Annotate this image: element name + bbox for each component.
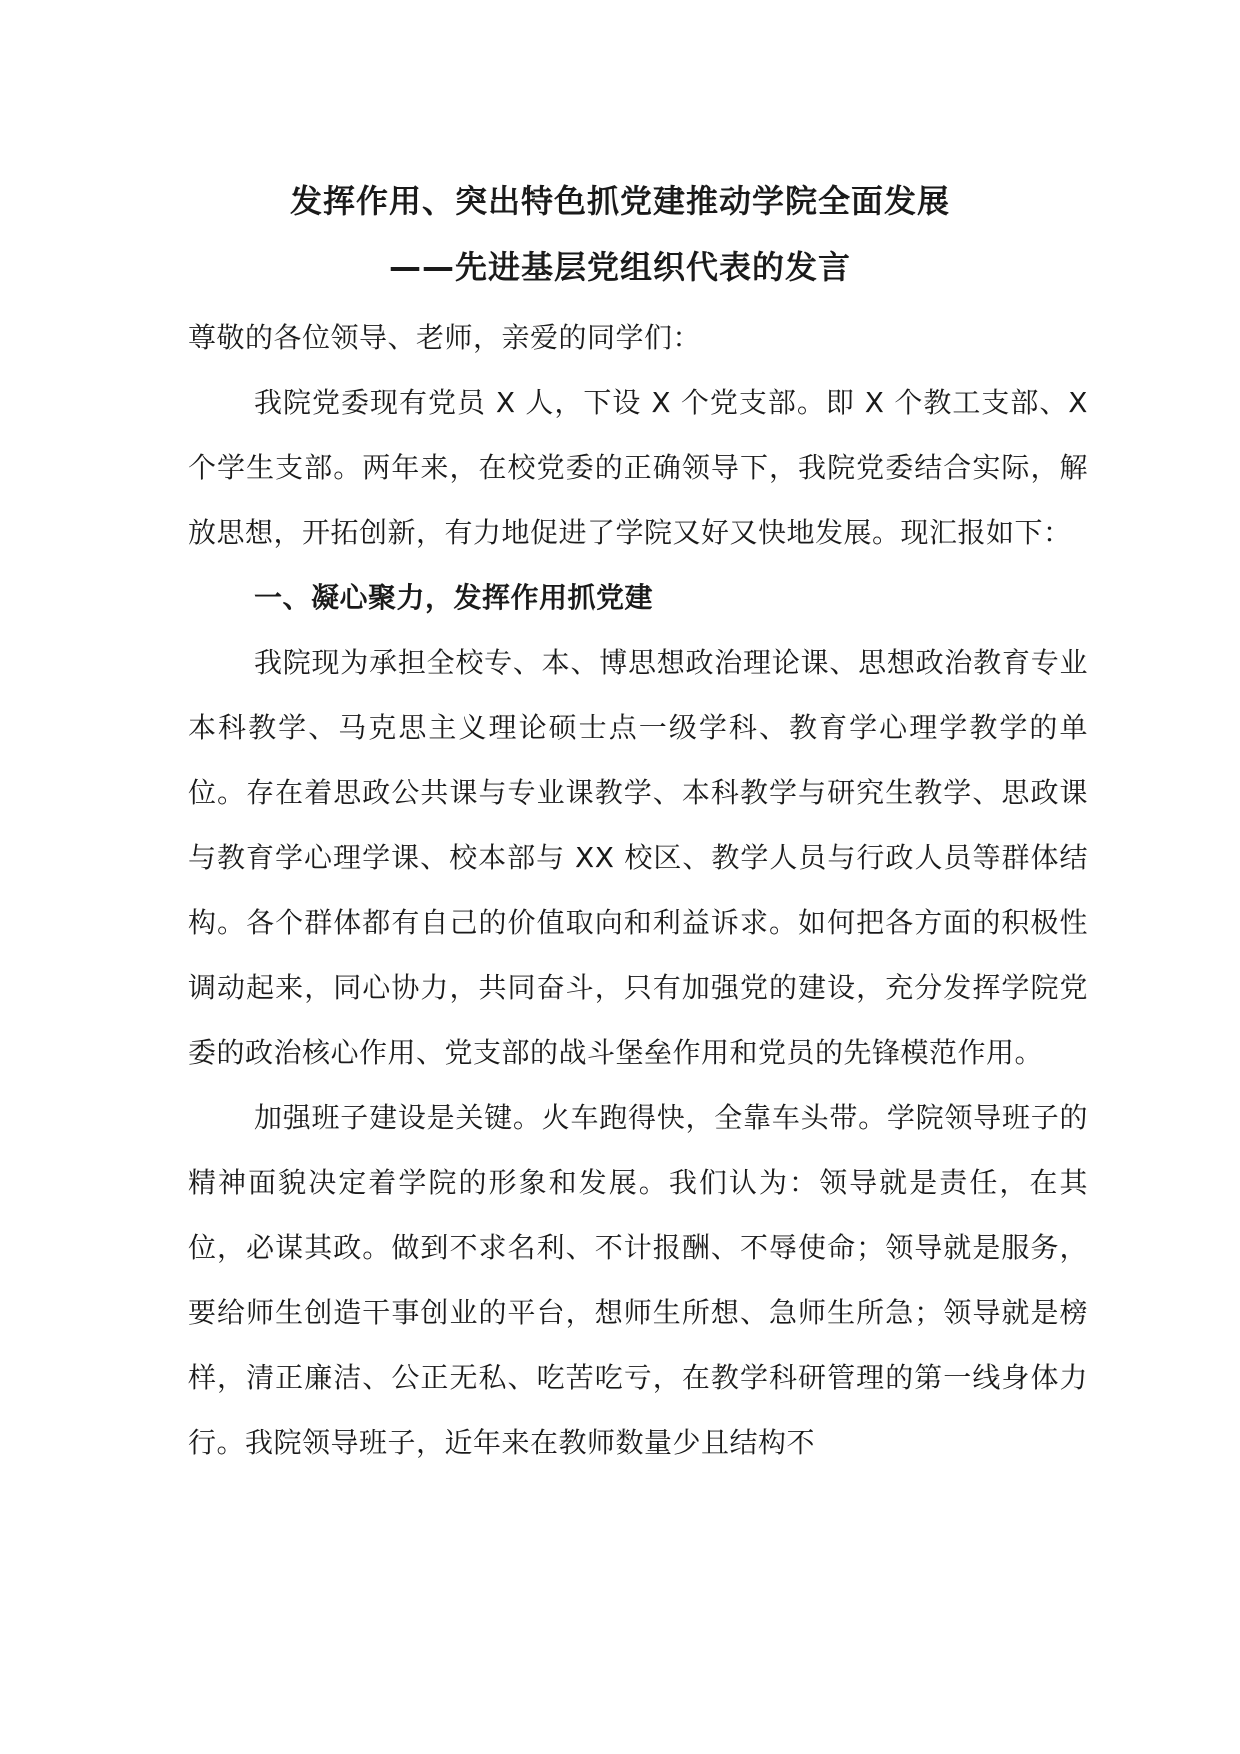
paragraph-body: 我院现为承担全校专、本、博思想政治理论课、思想政治教育专业本科教学、马克思主义理论硕士点一级学科、教育学心理学教学的单位。存在着思政公共课与专业课教学、本科教学与研究生教学、思政课与教育学心理学课、校本部与 XX 校区、教学人员与行政人员等群体结构。各个群体都有自己的价值取向和利益诉求。如何把各方面的积极性调动起来，同心协力，共同奋斗，只有加强党的建设，充分发挥学院党委的政治核心作用、党支部的战斗堡垒作用和党员的先锋模范作用。 <box>188 646 1088 1069</box>
document-body <box>188 305 1088 1475</box>
paragraph-body: 加强班子建设是关键。火车跑得快，全靠车头带。学院领导班子的精神面貌决定着学院的形象和发展。我们认为：领导就是责任，在其位，必谋其政。做到不求名利、不计报酬、不辱使命；领导就是服务，要给师生创造干事创业的平台，想师生所想、急师生所急；领导就是榜样，清正廉洁、公正无私、吃苦吃亏，在教学科研管理的第一线身体力行。我院领导班子，近年来在教师数量少且结构不 <box>188 1101 1088 1459</box>
paragraph-intro: 我院党委现有党员 X 人，下设 X 个党支部。即 X 个教工支部、X 个学生支部。两年来，在校党委的正确领导下，我院党委结合实际，解放思想，开拓创新，有力地促进了学院又好又快地发展。现汇报如下： <box>188 386 1088 549</box>
document-title: 发挥作用、突出特色抓党建推动学院全面发展 <box>289 182 950 220</box>
section-heading: 一、凝心聚力，发挥作用抓党建 <box>254 581 654 614</box>
document-subtitle: ——先进基层党组织代表的发言 <box>388 248 851 286</box>
salutation: 尊敬的各位领导、老师，亲爱的同学们： <box>188 321 702 354</box>
